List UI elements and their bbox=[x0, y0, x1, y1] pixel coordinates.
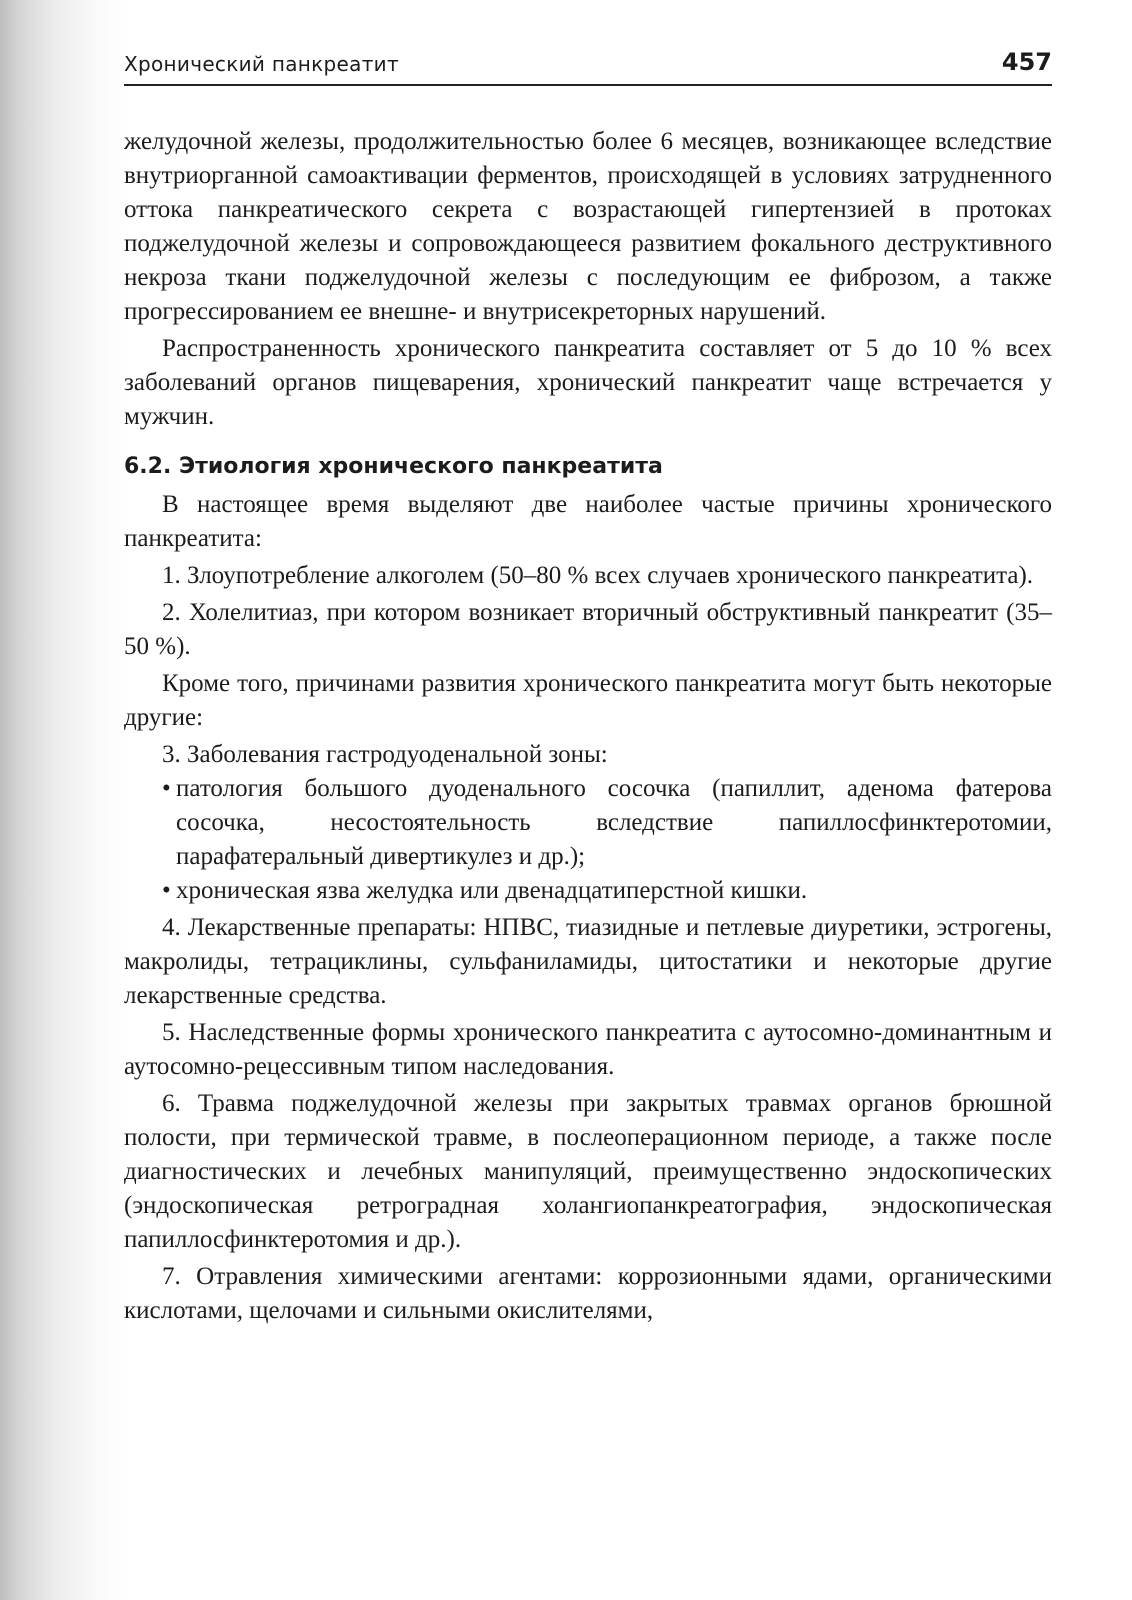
paragraph: Кроме того, причинами развития хронического панкреатита могут быть некоторые другие: bbox=[124, 670, 1052, 731]
bullet-item bbox=[124, 772, 1052, 874]
running-title: Хронический панкреатит bbox=[124, 52, 399, 76]
running-header bbox=[124, 48, 1052, 86]
list-item: 6. Травма поджелудочной железы при закрытых травмах органов брюшной полости, при термической травме, в послеоперационном периоде, а также после диагностических и лечебных манипуляций, преимущественно эндоскопических (эндоскопическая ретроградная холангиопанкреатография, эндоскопическая папиллосфинктеротомия и др.). bbox=[124, 1090, 1052, 1253]
bullet-icon: • bbox=[162, 775, 171, 802]
list-item: 1. Злоупотребление алкоголем (50–80 % всех случаев хронического панкреатита). bbox=[162, 562, 1034, 589]
list-item: 4. Лекарственные препараты: НПВС, тиазидные и петлевые диуретики, эстрогены, макролиды, тетрациклины, сульфаниламиды, цитостатики и некоторые другие лекарственные средства. bbox=[124, 914, 1052, 1009]
paragraph: В настоящее время выделяют две наиболее частые причины хронического панкреатита: bbox=[124, 491, 1052, 552]
paragraph: Распространенность хронического панкреатита составляет от 5 до 10 % всех заболеваний органов пищеварения, хронический панкреатит чаще встречается у мужчин. bbox=[124, 335, 1052, 430]
body-text bbox=[124, 125, 1052, 1328]
page-number: 457 bbox=[1001, 48, 1052, 76]
list-item: 5. Наследственные формы хронического панкреатита с аутосомно-доминантным и аутосомно-рецессивным типом наследования. bbox=[124, 1019, 1052, 1080]
paragraph: желудочной железы, продолжительностью более 6 месяцев, возникающее вследствие внутриорганной самоактивации ферментов, происходящей в условиях затрудненного оттока панкреатического секрета с возрастающей гипертензией в протоках поджелудочной железы и сопровождающееся развитием фокального деструктивного некроза ткани поджелудочной железы с последующим ее фиброзом, а также прогрессированием ее внешне- и внутрисекреторных нарушений. bbox=[124, 128, 1052, 325]
list-item: 7. Отравления химическими агентами: коррозионными ядами, органическими кислотами, щелочами и сильными окислителями, bbox=[124, 1263, 1052, 1324]
bullet-text: патология большого дуоденального сосочка (папиллит, аденома фатерова сосочка, несостоятельность вследствие папиллосфинктеротомии, парафатеральный дивертикулез и др.); bbox=[176, 775, 1052, 870]
list-item: 3. Заболевания гастродуоденальной зоны: bbox=[162, 741, 608, 768]
bullet-icon: • bbox=[162, 877, 171, 904]
section-heading: 6.2. Этиология хронического панкреатита bbox=[124, 454, 663, 479]
bullet-item bbox=[124, 874, 1052, 908]
bullet-text: хроническая язва желудка или двенадцатиперстной кишки. bbox=[176, 877, 808, 904]
list-item: 2. Холелитиаз, при котором возникает вторичный обструктивный панкреатит (35–50 %). bbox=[124, 599, 1052, 660]
